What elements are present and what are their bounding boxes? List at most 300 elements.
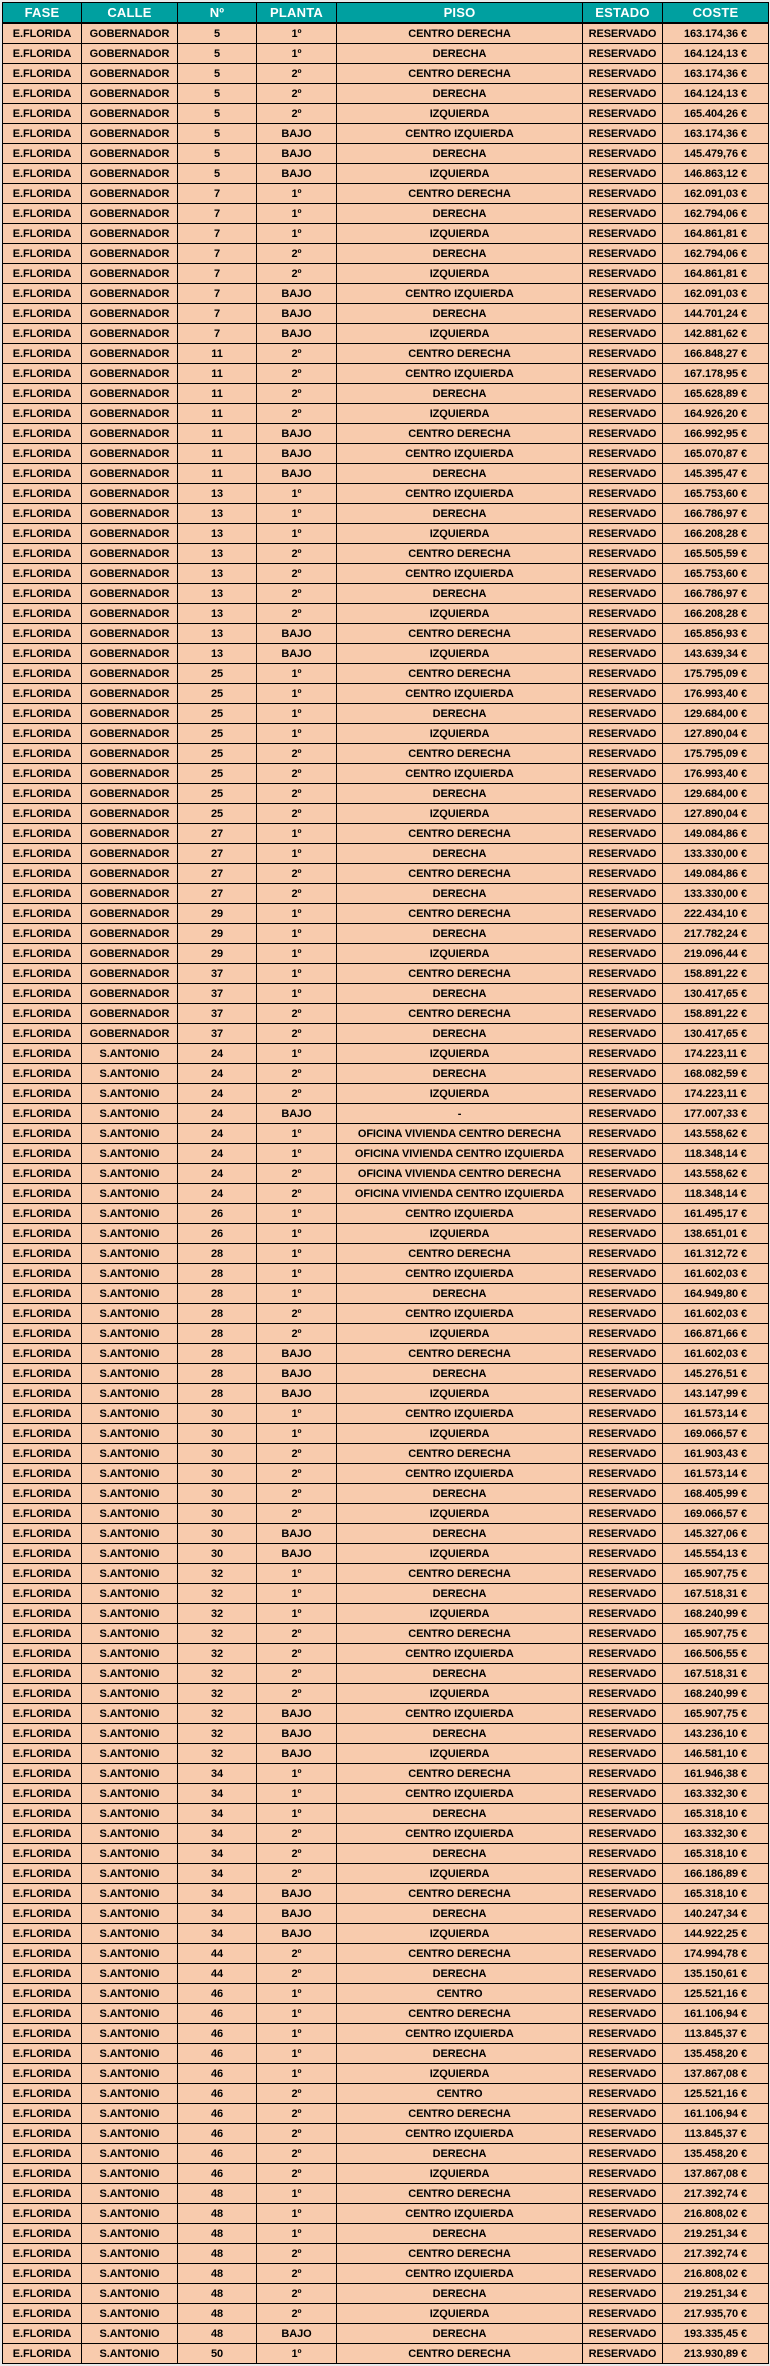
cell-estado[interactable]: RESERVADO bbox=[583, 764, 663, 784]
cell-piso[interactable]: CENTRO DERECHA bbox=[337, 1764, 583, 1784]
cell-estado[interactable]: RESERVADO bbox=[583, 544, 663, 564]
cell-piso[interactable]: CENTRO IZQUIERDA bbox=[337, 1264, 583, 1284]
cell-planta[interactable]: BAJO bbox=[257, 424, 337, 444]
cell-numero[interactable]: 48 bbox=[178, 2244, 257, 2264]
cell-coste[interactable]: 166.992,95 € bbox=[663, 424, 769, 444]
cell-coste[interactable]: 135.458,20 € bbox=[663, 2044, 769, 2064]
cell-calle[interactable]: GOBERNADOR bbox=[82, 284, 178, 304]
cell-fase[interactable]: E.FLORIDA bbox=[3, 2244, 82, 2264]
cell-planta[interactable]: 2º bbox=[257, 1084, 337, 1104]
cell-piso[interactable]: IZQUIERDA bbox=[337, 724, 583, 744]
cell-estado[interactable]: RESERVADO bbox=[583, 1404, 663, 1424]
cell-planta[interactable]: 1º bbox=[257, 1584, 337, 1604]
cell-estado[interactable]: RESERVADO bbox=[583, 64, 663, 84]
cell-planta[interactable]: BAJO bbox=[257, 644, 337, 664]
cell-calle[interactable]: GOBERNADOR bbox=[82, 604, 178, 624]
cell-piso[interactable]: IZQUIERDA bbox=[337, 1544, 583, 1564]
cell-piso[interactable]: DERECHA bbox=[337, 1964, 583, 1984]
cell-planta[interactable]: 1º bbox=[257, 664, 337, 684]
cell-calle[interactable]: S.ANTONIO bbox=[82, 1384, 178, 1404]
cell-fase[interactable]: E.FLORIDA bbox=[3, 2284, 82, 2304]
cell-calle[interactable]: GOBERNADOR bbox=[82, 204, 178, 224]
cell-coste[interactable]: 165.505,59 € bbox=[663, 544, 769, 564]
cell-coste[interactable]: 166.208,28 € bbox=[663, 524, 769, 544]
cell-planta[interactable]: BAJO bbox=[257, 324, 337, 344]
cell-fase[interactable]: E.FLORIDA bbox=[3, 1144, 82, 1164]
cell-estado[interactable]: RESERVADO bbox=[583, 104, 663, 124]
cell-coste[interactable]: 168.082,59 € bbox=[663, 1064, 769, 1084]
cell-planta[interactable]: 1º bbox=[257, 23, 337, 44]
cell-piso[interactable]: DERECHA bbox=[337, 2224, 583, 2244]
cell-fase[interactable]: E.FLORIDA bbox=[3, 724, 82, 744]
cell-piso[interactable]: CENTRO IZQUIERDA bbox=[337, 2204, 583, 2224]
cell-numero[interactable]: 7 bbox=[178, 264, 257, 284]
cell-numero[interactable]: 25 bbox=[178, 804, 257, 824]
cell-calle[interactable]: S.ANTONIO bbox=[82, 1444, 178, 1464]
cell-estado[interactable]: RESERVADO bbox=[583, 2344, 663, 2364]
cell-fase[interactable]: E.FLORIDA bbox=[3, 1564, 82, 1584]
cell-estado[interactable]: RESERVADO bbox=[583, 2244, 663, 2264]
cell-coste[interactable]: 125.521,16 € bbox=[663, 1984, 769, 2004]
cell-calle[interactable]: GOBERNADOR bbox=[82, 324, 178, 344]
cell-piso[interactable]: CENTRO DERECHA bbox=[337, 424, 583, 444]
cell-coste[interactable]: 143.236,10 € bbox=[663, 1724, 769, 1744]
cell-fase[interactable]: E.FLORIDA bbox=[3, 1804, 82, 1824]
cell-numero[interactable]: 34 bbox=[178, 1844, 257, 1864]
cell-coste[interactable]: 143.147,99 € bbox=[663, 1384, 769, 1404]
cell-fase[interactable]: E.FLORIDA bbox=[3, 1784, 82, 1804]
cell-piso[interactable]: DERECHA bbox=[337, 1904, 583, 1924]
cell-piso[interactable]: CENTRO IZQUIERDA bbox=[337, 1464, 583, 1484]
cell-estado[interactable]: RESERVADO bbox=[583, 84, 663, 104]
cell-fase[interactable]: E.FLORIDA bbox=[3, 544, 82, 564]
cell-fase[interactable]: E.FLORIDA bbox=[3, 704, 82, 724]
cell-numero[interactable]: 50 bbox=[178, 2344, 257, 2364]
cell-piso[interactable]: CENTRO DERECHA bbox=[337, 964, 583, 984]
cell-planta[interactable]: 1º bbox=[257, 1424, 337, 1444]
cell-calle[interactable]: GOBERNADOR bbox=[82, 664, 178, 684]
cell-coste[interactable]: 145.395,47 € bbox=[663, 464, 769, 484]
cell-piso[interactable]: CENTRO DERECHA bbox=[337, 1564, 583, 1584]
cell-fase[interactable]: E.FLORIDA bbox=[3, 784, 82, 804]
cell-numero[interactable]: 13 bbox=[178, 624, 257, 644]
cell-fase[interactable]: E.FLORIDA bbox=[3, 1904, 82, 1924]
cell-coste[interactable]: 144.701,24 € bbox=[663, 304, 769, 324]
cell-coste[interactable]: 137.867,08 € bbox=[663, 2064, 769, 2084]
cell-estado[interactable]: RESERVADO bbox=[583, 1424, 663, 1444]
cell-calle[interactable]: GOBERNADOR bbox=[82, 104, 178, 124]
cell-fase[interactable]: E.FLORIDA bbox=[3, 1924, 82, 1944]
cell-fase[interactable]: E.FLORIDA bbox=[3, 284, 82, 304]
cell-numero[interactable]: 30 bbox=[178, 1464, 257, 1484]
cell-estado[interactable]: RESERVADO bbox=[583, 2264, 663, 2284]
cell-calle[interactable]: S.ANTONIO bbox=[82, 1964, 178, 1984]
cell-calle[interactable]: S.ANTONIO bbox=[82, 2164, 178, 2184]
cell-planta[interactable]: 2º bbox=[257, 2304, 337, 2324]
cell-piso[interactable]: DERECHA bbox=[337, 924, 583, 944]
cell-numero[interactable]: 13 bbox=[178, 504, 257, 524]
cell-planta[interactable]: 2º bbox=[257, 364, 337, 384]
cell-coste[interactable]: 163.332,30 € bbox=[663, 1824, 769, 1844]
cell-planta[interactable]: 1º bbox=[257, 484, 337, 504]
cell-piso[interactable]: CENTRO DERECHA bbox=[337, 624, 583, 644]
cell-coste[interactable]: 174.223,11 € bbox=[663, 1084, 769, 1104]
cell-fase[interactable]: E.FLORIDA bbox=[3, 1244, 82, 1264]
cell-piso[interactable]: - bbox=[337, 1104, 583, 1124]
cell-fase[interactable]: E.FLORIDA bbox=[3, 2264, 82, 2284]
cell-numero[interactable]: 29 bbox=[178, 944, 257, 964]
cell-piso[interactable]: DERECHA bbox=[337, 384, 583, 404]
cell-estado[interactable]: RESERVADO bbox=[583, 2084, 663, 2104]
cell-coste[interactable]: 135.458,20 € bbox=[663, 2144, 769, 2164]
cell-piso[interactable]: CENTRO IZQUIERDA bbox=[337, 1704, 583, 1724]
cell-calle[interactable]: GOBERNADOR bbox=[82, 724, 178, 744]
cell-planta[interactable]: BAJO bbox=[257, 1544, 337, 1564]
cell-planta[interactable]: 2º bbox=[257, 2084, 337, 2104]
cell-estado[interactable]: RESERVADO bbox=[583, 1544, 663, 1564]
cell-numero[interactable]: 46 bbox=[178, 2084, 257, 2104]
cell-piso[interactable]: IZQUIERDA bbox=[337, 1424, 583, 1444]
cell-estado[interactable]: RESERVADO bbox=[583, 2144, 663, 2164]
cell-planta[interactable]: 1º bbox=[257, 684, 337, 704]
cell-fase[interactable]: E.FLORIDA bbox=[3, 744, 82, 764]
cell-piso[interactable]: CENTRO DERECHA bbox=[337, 864, 583, 884]
cell-estado[interactable]: RESERVADO bbox=[583, 1124, 663, 1144]
cell-calle[interactable]: GOBERNADOR bbox=[82, 304, 178, 324]
cell-fase[interactable]: E.FLORIDA bbox=[3, 384, 82, 404]
cell-calle[interactable]: GOBERNADOR bbox=[82, 264, 178, 284]
cell-fase[interactable]: E.FLORIDA bbox=[3, 964, 82, 984]
cell-calle[interactable]: S.ANTONIO bbox=[82, 1864, 178, 1884]
cell-estado[interactable]: RESERVADO bbox=[583, 464, 663, 484]
cell-numero[interactable]: 28 bbox=[178, 1244, 257, 1264]
cell-planta[interactable]: 2º bbox=[257, 2164, 337, 2184]
cell-planta[interactable]: 1º bbox=[257, 2184, 337, 2204]
cell-piso[interactable]: DERECHA bbox=[337, 44, 583, 64]
cell-numero[interactable]: 13 bbox=[178, 564, 257, 584]
cell-piso[interactable]: CENTRO IZQUIERDA bbox=[337, 1644, 583, 1664]
cell-estado[interactable]: RESERVADO bbox=[583, 2164, 663, 2184]
cell-planta[interactable]: BAJO bbox=[257, 624, 337, 644]
cell-coste[interactable]: 166.186,89 € bbox=[663, 1864, 769, 1884]
cell-fase[interactable]: E.FLORIDA bbox=[3, 2004, 82, 2024]
cell-numero[interactable]: 37 bbox=[178, 964, 257, 984]
column-header-planta[interactable]: PLANTA bbox=[257, 3, 337, 24]
cell-calle[interactable]: S.ANTONIO bbox=[82, 1324, 178, 1344]
cell-planta[interactable]: BAJO bbox=[257, 144, 337, 164]
cell-coste[interactable]: 161.106,94 € bbox=[663, 2104, 769, 2124]
cell-planta[interactable]: 1º bbox=[257, 2344, 337, 2364]
cell-coste[interactable]: 168.240,99 € bbox=[663, 1604, 769, 1624]
cell-numero[interactable]: 37 bbox=[178, 1024, 257, 1044]
cell-numero[interactable]: 11 bbox=[178, 344, 257, 364]
cell-fase[interactable]: E.FLORIDA bbox=[3, 1324, 82, 1344]
cell-calle[interactable]: S.ANTONIO bbox=[82, 1784, 178, 1804]
cell-planta[interactable]: 1º bbox=[257, 1244, 337, 1264]
cell-piso[interactable]: IZQUIERDA bbox=[337, 104, 583, 124]
cell-calle[interactable]: S.ANTONIO bbox=[82, 2284, 178, 2304]
cell-fase[interactable]: E.FLORIDA bbox=[3, 324, 82, 344]
cell-planta[interactable]: 2º bbox=[257, 404, 337, 424]
cell-coste[interactable]: 217.782,24 € bbox=[663, 924, 769, 944]
cell-fase[interactable]: E.FLORIDA bbox=[3, 804, 82, 824]
cell-fase[interactable]: E.FLORIDA bbox=[3, 1504, 82, 1524]
cell-planta[interactable]: 2º bbox=[257, 584, 337, 604]
cell-fase[interactable]: E.FLORIDA bbox=[3, 1364, 82, 1384]
cell-estado[interactable]: RESERVADO bbox=[583, 23, 663, 44]
cell-numero[interactable]: 44 bbox=[178, 1964, 257, 1984]
cell-planta[interactable]: 1º bbox=[257, 1284, 337, 1304]
cell-coste[interactable]: 127.890,04 € bbox=[663, 804, 769, 824]
cell-piso[interactable]: CENTRO IZQUIERDA bbox=[337, 364, 583, 384]
cell-piso[interactable]: DERECHA bbox=[337, 1024, 583, 1044]
cell-planta[interactable]: 1º bbox=[257, 1984, 337, 2004]
cell-calle[interactable]: S.ANTONIO bbox=[82, 1704, 178, 1724]
cell-coste[interactable]: 164.949,80 € bbox=[663, 1284, 769, 1304]
cell-planta[interactable]: 1º bbox=[257, 1264, 337, 1284]
cell-estado[interactable]: RESERVADO bbox=[583, 1024, 663, 1044]
cell-numero[interactable]: 34 bbox=[178, 1824, 257, 1844]
cell-numero[interactable]: 34 bbox=[178, 1924, 257, 1944]
cell-coste[interactable]: 166.848,27 € bbox=[663, 344, 769, 364]
cell-fase[interactable]: E.FLORIDA bbox=[3, 684, 82, 704]
cell-piso[interactable]: CENTRO IZQUIERDA bbox=[337, 284, 583, 304]
cell-calle[interactable]: GOBERNADOR bbox=[82, 44, 178, 64]
cell-estado[interactable]: RESERVADO bbox=[583, 824, 663, 844]
cell-piso[interactable]: CENTRO DERECHA bbox=[337, 1944, 583, 1964]
cell-coste[interactable]: 219.251,34 € bbox=[663, 2224, 769, 2244]
cell-numero[interactable]: 24 bbox=[178, 1064, 257, 1084]
cell-numero[interactable]: 27 bbox=[178, 884, 257, 904]
cell-coste[interactable]: 161.602,03 € bbox=[663, 1264, 769, 1284]
cell-fase[interactable]: E.FLORIDA bbox=[3, 224, 82, 244]
cell-piso[interactable]: DERECHA bbox=[337, 204, 583, 224]
cell-estado[interactable]: RESERVADO bbox=[583, 1744, 663, 1764]
cell-piso[interactable]: CENTRO IZQUIERDA bbox=[337, 1304, 583, 1324]
cell-numero[interactable]: 46 bbox=[178, 2164, 257, 2184]
cell-piso[interactable]: IZQUIERDA bbox=[337, 2064, 583, 2084]
cell-coste[interactable]: 162.794,06 € bbox=[663, 244, 769, 264]
cell-coste[interactable]: 137.867,08 € bbox=[663, 2164, 769, 2184]
cell-fase[interactable]: E.FLORIDA bbox=[3, 2044, 82, 2064]
cell-estado[interactable]: RESERVADO bbox=[583, 1704, 663, 1724]
cell-planta[interactable]: 2º bbox=[257, 2124, 337, 2144]
cell-coste[interactable]: 145.276,51 € bbox=[663, 1364, 769, 1384]
cell-piso[interactable]: IZQUIERDA bbox=[337, 644, 583, 664]
cell-piso[interactable]: CENTRO DERECHA bbox=[337, 1884, 583, 1904]
cell-numero[interactable]: 34 bbox=[178, 1804, 257, 1824]
cell-piso[interactable]: CENTRO DERECHA bbox=[337, 1004, 583, 1024]
cell-numero[interactable]: 26 bbox=[178, 1224, 257, 1244]
cell-calle[interactable]: GOBERNADOR bbox=[82, 904, 178, 924]
cell-estado[interactable]: RESERVADO bbox=[583, 504, 663, 524]
cell-planta[interactable]: 2º bbox=[257, 344, 337, 364]
column-header-calle[interactable]: CALLE bbox=[82, 3, 178, 24]
cell-piso[interactable]: DERECHA bbox=[337, 1524, 583, 1544]
cell-piso[interactable]: IZQUIERDA bbox=[337, 1084, 583, 1104]
cell-coste[interactable]: 216.808,02 € bbox=[663, 2204, 769, 2224]
cell-numero[interactable]: 27 bbox=[178, 864, 257, 884]
cell-numero[interactable]: 25 bbox=[178, 744, 257, 764]
cell-planta[interactable]: BAJO bbox=[257, 1384, 337, 1404]
cell-calle[interactable]: S.ANTONIO bbox=[82, 1404, 178, 1424]
cell-piso[interactable]: CENTRO DERECHA bbox=[337, 2344, 583, 2364]
cell-numero[interactable]: 27 bbox=[178, 844, 257, 864]
cell-planta[interactable]: 2º bbox=[257, 2264, 337, 2284]
cell-planta[interactable]: 2º bbox=[257, 1004, 337, 1024]
cell-calle[interactable]: S.ANTONIO bbox=[82, 1144, 178, 1164]
cell-coste[interactable]: 165.318,10 € bbox=[663, 1844, 769, 1864]
cell-coste[interactable]: 149.084,86 € bbox=[663, 864, 769, 884]
cell-calle[interactable]: GOBERNADOR bbox=[82, 784, 178, 804]
cell-coste[interactable]: 133.330,00 € bbox=[663, 844, 769, 864]
cell-numero[interactable]: 7 bbox=[178, 204, 257, 224]
cell-coste[interactable]: 165.318,10 € bbox=[663, 1804, 769, 1824]
cell-fase[interactable]: E.FLORIDA bbox=[3, 604, 82, 624]
cell-numero[interactable]: 24 bbox=[178, 1104, 257, 1124]
cell-fase[interactable]: E.FLORIDA bbox=[3, 2324, 82, 2344]
cell-coste[interactable]: 161.903,43 € bbox=[663, 1444, 769, 1464]
cell-calle[interactable]: GOBERNADOR bbox=[82, 184, 178, 204]
cell-coste[interactable]: 113.845,37 € bbox=[663, 2124, 769, 2144]
cell-fase[interactable]: E.FLORIDA bbox=[3, 944, 82, 964]
cell-piso[interactable]: CENTRO DERECHA bbox=[337, 2244, 583, 2264]
cell-estado[interactable]: RESERVADO bbox=[583, 1144, 663, 1164]
cell-fase[interactable]: E.FLORIDA bbox=[3, 244, 82, 264]
cell-piso[interactable]: DERECHA bbox=[337, 584, 583, 604]
cell-coste[interactable]: 145.479,76 € bbox=[663, 144, 769, 164]
cell-numero[interactable]: 32 bbox=[178, 1664, 257, 1684]
cell-coste[interactable]: 217.392,74 € bbox=[663, 2244, 769, 2264]
cell-piso[interactable]: OFICINA VIVIENDA CENTRO DERECHA bbox=[337, 1164, 583, 1184]
cell-coste[interactable]: 118.348,14 € bbox=[663, 1184, 769, 1204]
cell-estado[interactable]: RESERVADO bbox=[583, 1384, 663, 1404]
cell-fase[interactable]: E.FLORIDA bbox=[3, 2304, 82, 2324]
cell-numero[interactable]: 24 bbox=[178, 1084, 257, 1104]
cell-numero[interactable]: 24 bbox=[178, 1164, 257, 1184]
cell-estado[interactable]: RESERVADO bbox=[583, 944, 663, 964]
cell-planta[interactable]: 1º bbox=[257, 204, 337, 224]
cell-planta[interactable]: 1º bbox=[257, 704, 337, 724]
cell-numero[interactable]: 34 bbox=[178, 1884, 257, 1904]
cell-piso[interactable]: CENTRO DERECHA bbox=[337, 184, 583, 204]
cell-numero[interactable]: 5 bbox=[178, 84, 257, 104]
cell-fase[interactable]: E.FLORIDA bbox=[3, 364, 82, 384]
cell-numero[interactable]: 24 bbox=[178, 1124, 257, 1144]
cell-fase[interactable]: E.FLORIDA bbox=[3, 1024, 82, 1044]
cell-fase[interactable]: E.FLORIDA bbox=[3, 84, 82, 104]
cell-numero[interactable]: 29 bbox=[178, 924, 257, 944]
cell-estado[interactable]: RESERVADO bbox=[583, 204, 663, 224]
cell-coste[interactable]: 222.434,10 € bbox=[663, 904, 769, 924]
cell-fase[interactable]: E.FLORIDA bbox=[3, 1684, 82, 1704]
cell-estado[interactable]: RESERVADO bbox=[583, 224, 663, 244]
cell-fase[interactable]: E.FLORIDA bbox=[3, 884, 82, 904]
cell-fase[interactable]: E.FLORIDA bbox=[3, 1004, 82, 1024]
cell-fase[interactable]: E.FLORIDA bbox=[3, 1284, 82, 1304]
cell-coste[interactable]: 161.495,17 € bbox=[663, 1204, 769, 1224]
cell-coste[interactable]: 166.506,55 € bbox=[663, 1644, 769, 1664]
cell-coste[interactable]: 130.417,65 € bbox=[663, 1024, 769, 1044]
cell-numero[interactable]: 32 bbox=[178, 1564, 257, 1584]
cell-numero[interactable]: 28 bbox=[178, 1324, 257, 1344]
cell-planta[interactable]: 2º bbox=[257, 864, 337, 884]
cell-coste[interactable]: 145.554,13 € bbox=[663, 1544, 769, 1564]
cell-calle[interactable]: S.ANTONIO bbox=[82, 1264, 178, 1284]
cell-coste[interactable]: 219.096,44 € bbox=[663, 944, 769, 964]
cell-coste[interactable]: 161.312,72 € bbox=[663, 1244, 769, 1264]
cell-coste[interactable]: 113.845,37 € bbox=[663, 2024, 769, 2044]
cell-piso[interactable]: DERECHA bbox=[337, 304, 583, 324]
cell-planta[interactable]: BAJO bbox=[257, 284, 337, 304]
cell-calle[interactable]: S.ANTONIO bbox=[82, 1044, 178, 1064]
cell-calle[interactable]: S.ANTONIO bbox=[82, 1604, 178, 1624]
cell-fase[interactable]: E.FLORIDA bbox=[3, 2164, 82, 2184]
cell-coste[interactable]: 167.178,95 € bbox=[663, 364, 769, 384]
cell-calle[interactable]: GOBERNADOR bbox=[82, 884, 178, 904]
cell-estado[interactable]: RESERVADO bbox=[583, 2124, 663, 2144]
cell-piso[interactable]: IZQUIERDA bbox=[337, 1744, 583, 1764]
cell-estado[interactable]: RESERVADO bbox=[583, 1924, 663, 1944]
cell-piso[interactable]: CENTRO IZQUIERDA bbox=[337, 1404, 583, 1424]
cell-numero[interactable]: 26 bbox=[178, 1204, 257, 1224]
cell-calle[interactable]: GOBERNADOR bbox=[82, 1024, 178, 1044]
cell-calle[interactable]: GOBERNADOR bbox=[82, 23, 178, 44]
cell-calle[interactable]: GOBERNADOR bbox=[82, 824, 178, 844]
cell-numero[interactable]: 11 bbox=[178, 444, 257, 464]
cell-fase[interactable]: E.FLORIDA bbox=[3, 1524, 82, 1544]
cell-piso[interactable]: DERECHA bbox=[337, 1364, 583, 1384]
cell-calle[interactable]: S.ANTONIO bbox=[82, 1184, 178, 1204]
cell-piso[interactable]: IZQUIERDA bbox=[337, 1324, 583, 1344]
cell-calle[interactable]: GOBERNADOR bbox=[82, 464, 178, 484]
cell-fase[interactable]: E.FLORIDA bbox=[3, 1264, 82, 1284]
cell-coste[interactable]: 127.890,04 € bbox=[663, 724, 769, 744]
cell-calle[interactable]: GOBERNADOR bbox=[82, 924, 178, 944]
cell-estado[interactable]: RESERVADO bbox=[583, 1044, 663, 1064]
cell-calle[interactable]: GOBERNADOR bbox=[82, 504, 178, 524]
cell-estado[interactable]: RESERVADO bbox=[583, 1444, 663, 1464]
cell-numero[interactable]: 48 bbox=[178, 2324, 257, 2344]
cell-coste[interactable]: 129.684,00 € bbox=[663, 704, 769, 724]
cell-numero[interactable]: 11 bbox=[178, 364, 257, 384]
cell-estado[interactable]: RESERVADO bbox=[583, 1364, 663, 1384]
cell-coste[interactable]: 219.251,34 € bbox=[663, 2284, 769, 2304]
cell-piso[interactable]: DERECHA bbox=[337, 1284, 583, 1304]
cell-numero[interactable]: 46 bbox=[178, 2024, 257, 2044]
cell-fase[interactable]: E.FLORIDA bbox=[3, 524, 82, 544]
cell-estado[interactable]: RESERVADO bbox=[583, 1584, 663, 1604]
cell-calle[interactable]: S.ANTONIO bbox=[82, 1744, 178, 1764]
cell-numero[interactable]: 37 bbox=[178, 984, 257, 1004]
cell-fase[interactable]: E.FLORIDA bbox=[3, 1944, 82, 1964]
cell-planta[interactable]: 1º bbox=[257, 524, 337, 544]
cell-numero[interactable]: 5 bbox=[178, 164, 257, 184]
cell-piso[interactable]: CENTRO IZQUIERDA bbox=[337, 484, 583, 504]
cell-piso[interactable]: CENTRO IZQUIERDA bbox=[337, 1784, 583, 1804]
cell-coste[interactable]: 162.091,03 € bbox=[663, 184, 769, 204]
cell-planta[interactable]: 2º bbox=[257, 2284, 337, 2304]
cell-planta[interactable]: 1º bbox=[257, 1784, 337, 1804]
cell-coste[interactable]: 163.174,36 € bbox=[663, 64, 769, 84]
cell-planta[interactable]: 1º bbox=[257, 2044, 337, 2064]
cell-planta[interactable]: 2º bbox=[257, 604, 337, 624]
cell-fase[interactable]: E.FLORIDA bbox=[3, 23, 82, 44]
cell-piso[interactable]: CENTRO DERECHA bbox=[337, 2004, 583, 2024]
cell-piso[interactable]: DERECHA bbox=[337, 2284, 583, 2304]
cell-piso[interactable]: DERECHA bbox=[337, 1484, 583, 1504]
cell-piso[interactable]: IZQUIERDA bbox=[337, 604, 583, 624]
